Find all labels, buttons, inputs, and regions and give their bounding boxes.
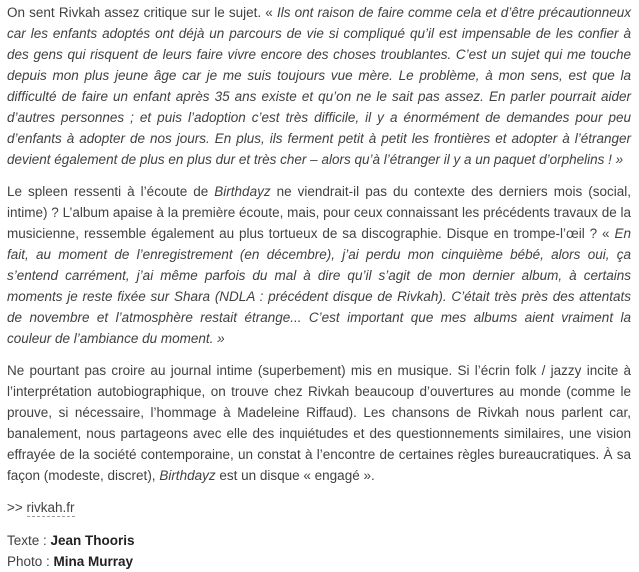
text-segment: On sent Rivkah assez critique sur le sujet. « <box>7 5 277 20</box>
credit-author-name: Jean Thooris <box>50 533 135 548</box>
text-segment: Le spleen ressenti à l’écoute de <box>7 184 215 199</box>
link-prefix: >> <box>7 500 27 515</box>
credit-photographer-name: Mina Murray <box>53 554 134 569</box>
credit-texte <box>7 530 631 551</box>
paragraph-spleen <box>7 181 631 349</box>
credit-label: Photo : <box>7 554 54 569</box>
text-segment: est un disque « engagé ». <box>215 468 375 483</box>
album-title: Birthdayz <box>214 184 271 199</box>
album-title: Birthdayz <box>159 468 216 483</box>
paragraph-critique <box>7 2 631 170</box>
text-segment: Ne pourtant pas croire au journal intime (superbement) mis en musique. Si l’écrin folk / jazzy incite à l’interprétation autobiographique, on trouve chez Rivkah beaucoup d’ouvertures au monde (comme le prouve, si nécessaire, l’hommage à Madeleine Riffaud). Les chansons de Rivkah nous parlent car, banalement, nous partageons avec elle des inquiétudes et des questionnements similaires, une vision effrayée de la société contemporaine, un constat à l’encontre de certaines règles bureaucratiques. À sa façon (modeste, discret), <box>7 363 631 483</box>
quote-segment: Ils ont raison de faire comme cela et d’être précautionneux car les enfants adoptés ont déjà un parcours de vie si compliqué qu’il est impensable de les confier à des gens qui risquent de leurs faire vivre encore des choses troublantes. C’est un sujet qui me touche depuis mon plus jeune âge car je me suis toujours vue mère. Le problème, à mon sens, est que la difficulté de faire un enfant après 35 ans existe et qu’on ne le sait pas assez. En parler pourrait aider d’autres personnes ; et puis l’adoption c’est très difficile, il y a énormément de demandes pour peu d’enfants à adopter de nos jours. En plus, ils ferment petit à petit les frontières et adopter à l’étranger devient également de plus en plus dur et très cher – alors qu’à l’étranger il y a un paquet d’orphelins ! » <box>7 5 631 167</box>
paragraph-journal-intime <box>7 360 631 486</box>
quote-segment: En fait, au moment de l’enregistrement (en décembre), j’ai perdu mon cinquième bébé, alors oui, ça s’entend carrément, j’ai même parfois du mal à dire qu’il s’agit de mon dernier album, à certains moments je reste fixée sur Shara (NDLA : précédent disque de Rivkah). C’était très près des attentats de novembre et l’atmosphère restait étrange... C’est important que mes albums aient vraiment la couleur de l’ambiance du moment. » <box>7 226 631 346</box>
credit-photo <box>7 551 631 572</box>
website-link-row <box>7 497 631 518</box>
rivkah-website-link[interactable]: rivkah.fr <box>26 500 75 515</box>
text-segment: ne viendrait-il pas du contexte des derniers mois (social, intime) ? L’album apaise à la première écoute, mais, pour ceux connaissant les précédents travaux de la musicienne, ressemble également au plus tortueux de sa discographie. Disque en trompe-l’œil ? « <box>7 184 631 241</box>
credits-block <box>7 530 631 572</box>
credit-label: Texte : <box>7 533 51 548</box>
